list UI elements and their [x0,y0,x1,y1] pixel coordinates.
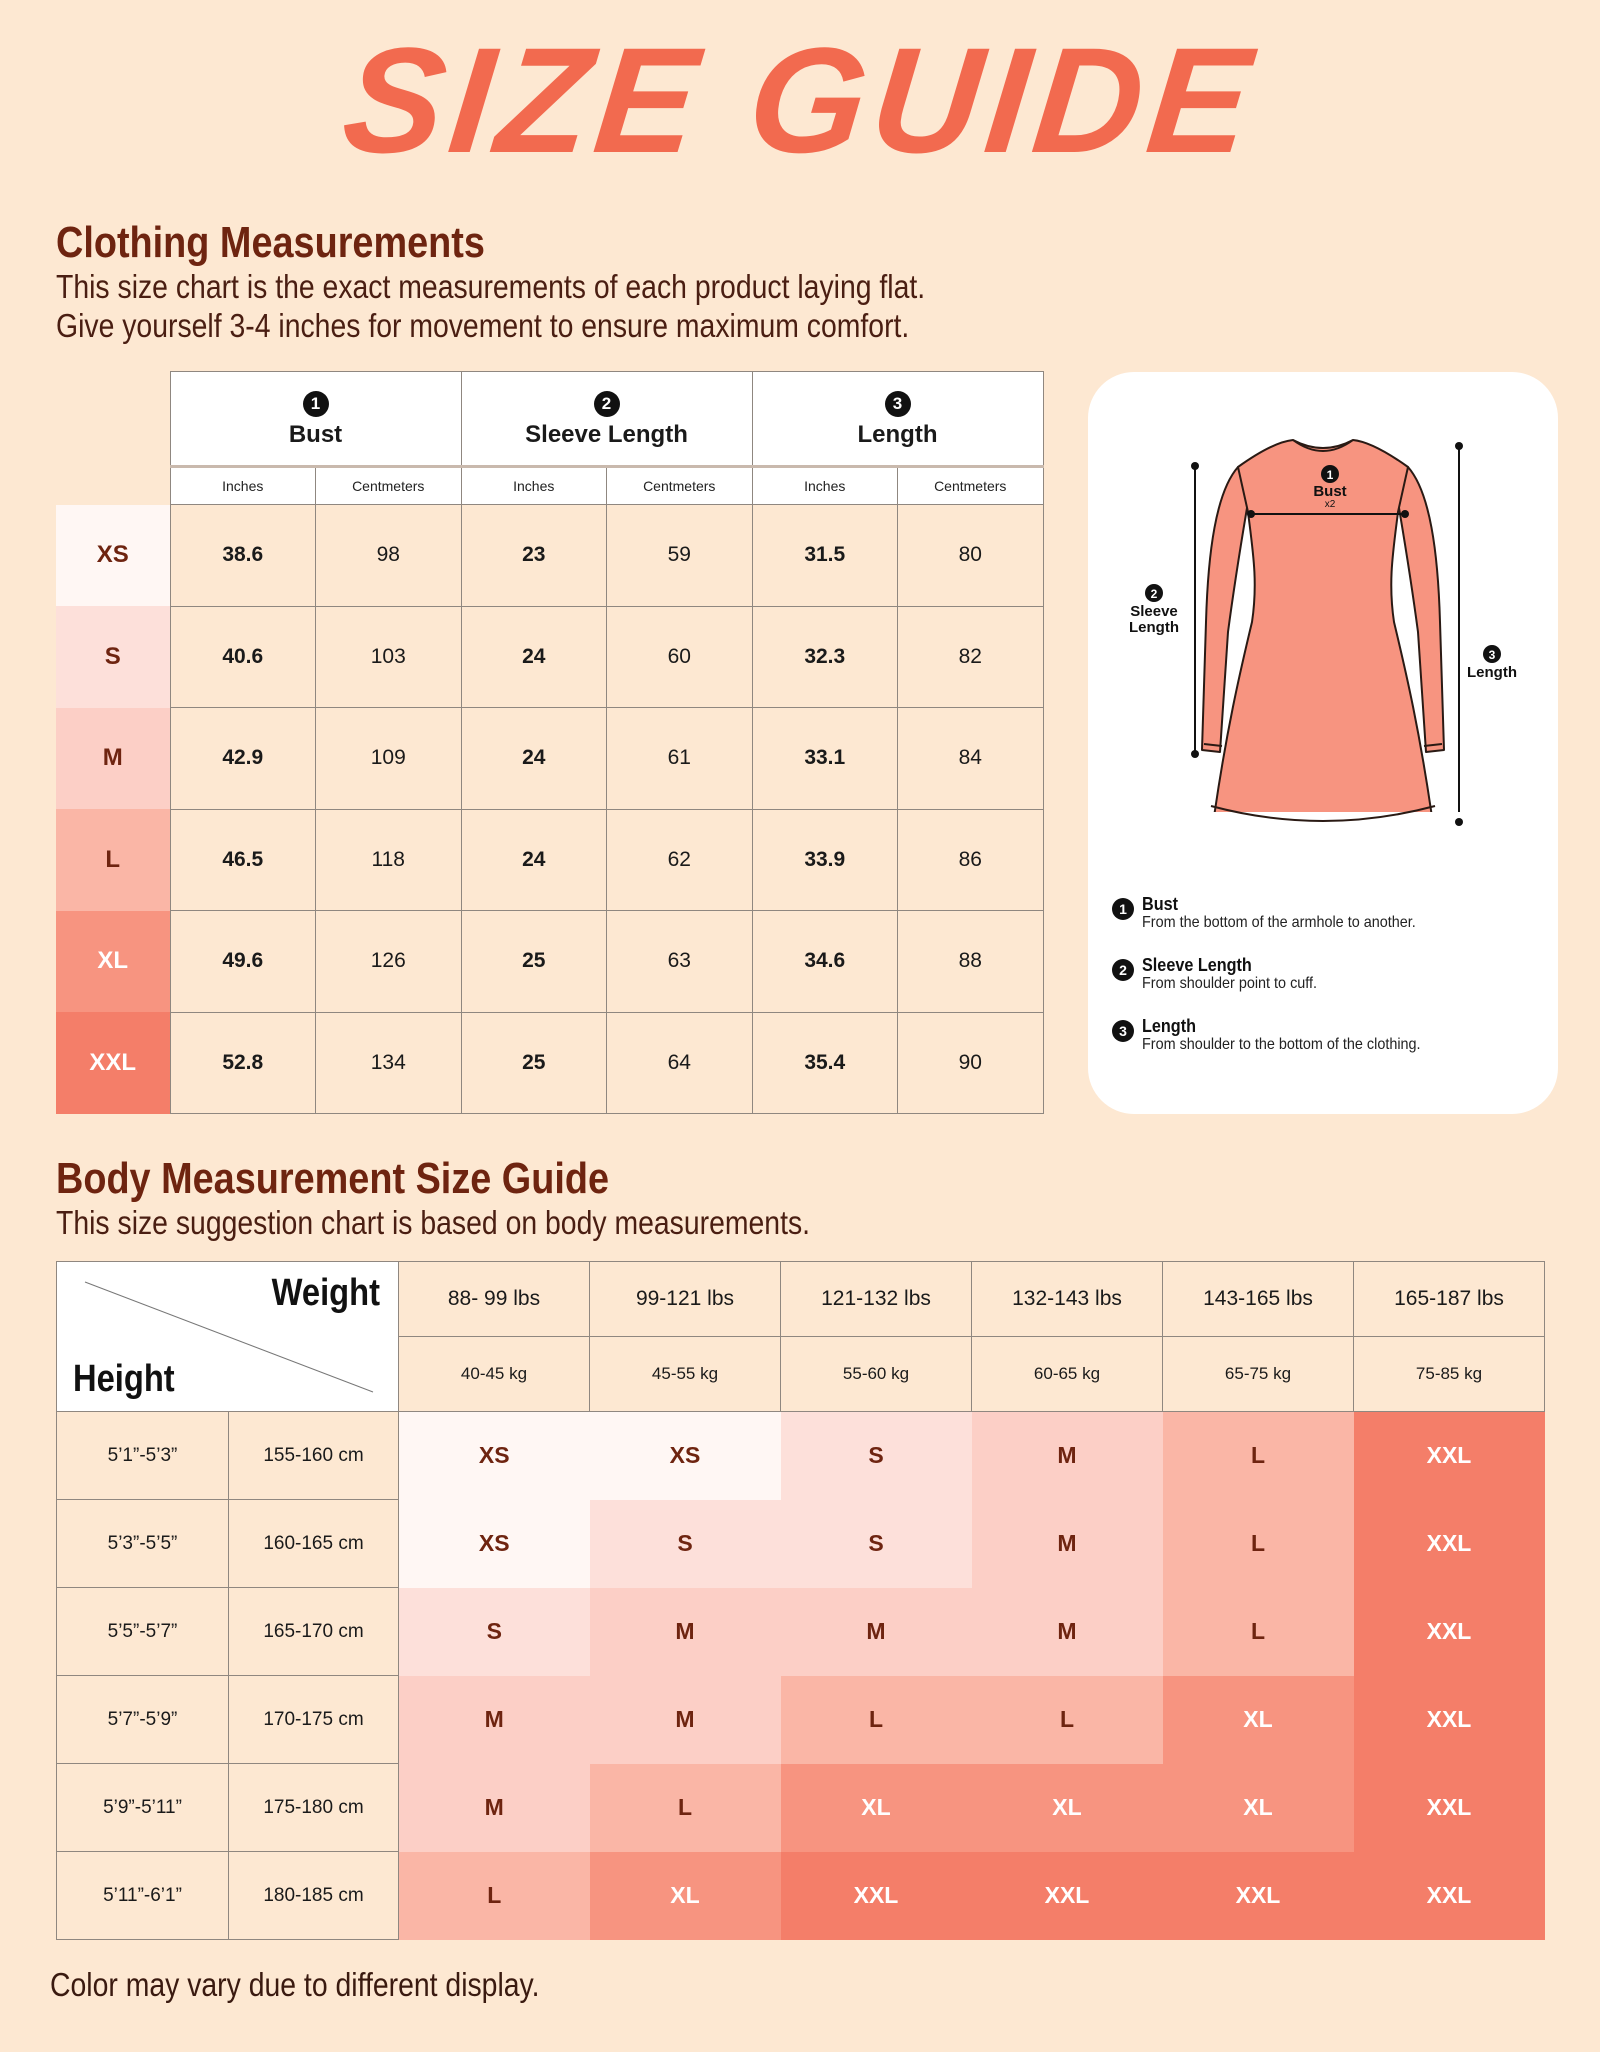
unit-cm: Centmeters [316,467,462,505]
weight-lbs-header: 121-132 lbs [781,1262,972,1337]
size-cell: L [781,1676,972,1764]
measurement-cell: 32.3 [752,606,898,708]
height-label: Height [73,1358,175,1400]
measurement-cell: 80 [898,505,1044,607]
legend-number: 2 [1112,959,1134,981]
table-row [57,1412,1545,1500]
measurement-cell: 52.8 [170,1012,316,1114]
size-cell: L [590,1764,781,1852]
measurement-cell: 134 [316,1012,462,1114]
size-cell: XL [781,1764,972,1852]
number-badge: 2 [594,391,620,417]
height-inches-cell: 5’9”-5’11” [57,1764,229,1852]
measurement-cell: 23 [461,505,607,607]
body-desc: This size suggestion chart is based on body measurements. [56,1204,811,1241]
table-row [56,809,1043,911]
measurement-cell: 33.9 [752,809,898,911]
size-label: XXL [56,1012,170,1114]
size-cell: S [781,1412,972,1500]
measurement-cell: 25 [461,911,607,1013]
size-cell: L [972,1676,1163,1764]
length-point [1455,818,1463,826]
size-cell: M [590,1676,781,1764]
size-cell: L [1163,1588,1354,1676]
bust-point [1247,510,1255,518]
size-label: XL [56,911,170,1013]
measurement-cell: 24 [461,708,607,810]
size-cell: XXL [1354,1500,1545,1588]
measurement-cell: 118 [316,809,462,911]
weight-label: Weight [271,1272,380,1314]
height-cm-cell: 180-185 cm [229,1852,399,1940]
size-cell: M [972,1588,1163,1676]
unit-inches: Inches [170,467,316,505]
length-diagram-label: Length [1467,664,1517,681]
measurement-cell: 88 [898,911,1044,1013]
body-measurement-table [56,1261,1545,1940]
size-cell: XXL [781,1852,972,1940]
header-length [752,372,1043,467]
clothing-measurements-table [56,371,1044,1114]
measurement-cell: 34.6 [752,911,898,1013]
measurement-cell: 24 [461,606,607,708]
size-label: M [56,708,170,810]
measurement-cell: 35.4 [752,1012,898,1114]
bust-point [1401,510,1409,518]
legend-title: Bust [1142,894,1178,914]
weight-kg-header: 55-60 kg [781,1337,972,1412]
table-row [56,505,1043,607]
weight-kg-header: 65-75 kg [1163,1337,1354,1412]
weight-lbs-header: 132-143 lbs [972,1262,1163,1337]
clothing-heading: Clothing Measurements [56,218,485,267]
height-inches-cell: 5’5”-5’7” [57,1588,229,1676]
header-label: Length [857,421,938,448]
legend-desc: From the bottom of the armhole to another. [1142,914,1416,931]
height-inches-cell: 5’11”-6’1” [57,1852,229,1940]
size-cell: M [972,1500,1163,1588]
unit-inches: Inches [752,467,898,505]
measurement-cell: 49.6 [170,911,316,1013]
unit-inches: Inches [461,467,607,505]
size-cell: XXL [972,1852,1163,1940]
size-cell: XL [1163,1676,1354,1764]
table-row [57,1676,1545,1764]
size-cell: XS [399,1412,590,1500]
table-corner [56,372,170,505]
measurement-cell: 46.5 [170,809,316,911]
legend-number: 3 [1112,1020,1134,1042]
weight-lbs-header: 143-165 lbs [1163,1262,1354,1337]
size-cell: M [399,1676,590,1764]
size-cell: XL [972,1764,1163,1852]
measurement-cell: 103 [316,606,462,708]
size-cell: S [399,1588,590,1676]
measurement-cell: 98 [316,505,462,607]
measurement-cell: 109 [316,708,462,810]
height-inches-cell: 5’7”-5’9” [57,1676,229,1764]
table-row [57,1852,1545,1940]
measurement-cell: 90 [898,1012,1044,1114]
table-row [56,911,1043,1013]
table-row [57,1588,1545,1676]
legend-desc: From shoulder to the bottom of the clothing. [1142,1036,1421,1053]
size-cell: XS [399,1500,590,1588]
measurement-cell: 42.9 [170,708,316,810]
size-cell: L [1163,1500,1354,1588]
measurement-cell: 62 [607,809,753,911]
weight-lbs-header: 99-121 lbs [590,1262,781,1337]
measurement-cell: 61 [607,708,753,810]
weight-lbs-header: 88- 99 lbs [399,1262,590,1337]
height-cm-cell: 165-170 cm [229,1588,399,1676]
height-inches-cell: 5’1”-5’3” [57,1412,229,1500]
size-cell: M [972,1412,1163,1500]
height-cm-cell: 175-180 cm [229,1764,399,1852]
bust-diagram-label: Bust [1313,483,1347,500]
length-number: 3 [1488,648,1496,662]
size-cell: XXL [1354,1676,1545,1764]
number-badge: 3 [885,391,911,417]
size-cell: XXL [1354,1764,1545,1852]
legend-title: Sleeve Length [1142,955,1252,975]
height-cm-cell: 160-165 cm [229,1500,399,1588]
unit-cm: Centmeters [607,467,753,505]
table-row [57,1500,1545,1588]
weight-kg-header: 45-55 kg [590,1337,781,1412]
header-label: Bust [288,421,343,448]
weight-lbs-header: 165-187 lbs [1354,1262,1545,1337]
measurement-cell: 38.6 [170,505,316,607]
body-heading: Body Measurement Size Guide [56,1154,610,1203]
hem-line [1211,806,1435,821]
measurement-cell: 40.6 [170,606,316,708]
sleeve-diagram-label-1: Sleeve [1130,603,1178,620]
measurement-cell: 82 [898,606,1044,708]
size-label: XS [56,505,170,607]
garment-diagram-card [1088,372,1558,1114]
size-cell: XXL [1163,1852,1354,1940]
measurement-cell: 31.5 [752,505,898,607]
size-cell: S [781,1500,972,1588]
size-cell: M [590,1588,781,1676]
measurement-cell: 33.1 [752,708,898,810]
measurement-cell: 64 [607,1012,753,1114]
weight-kg-header: 75-85 kg [1354,1337,1545,1412]
size-cell: XXL [1354,1412,1545,1500]
legend-title: Length [1142,1016,1196,1036]
size-cell: M [399,1764,590,1852]
footer-note: Color may vary due to different display. [50,1966,540,2003]
size-cell: XL [1163,1764,1354,1852]
table-row [56,606,1043,708]
size-cell: S [590,1500,781,1588]
measurement-cell: 60 [607,606,753,708]
height-cm-cell: 170-175 cm [229,1676,399,1764]
weight-kg-header: 40-45 kg [399,1337,590,1412]
unit-cm: Centmeters [898,467,1044,505]
size-cell: XS [590,1412,781,1500]
sleeve-diagram-label-2: Length [1129,619,1179,636]
sleeve-point [1191,462,1199,470]
header-bust [170,372,461,467]
bust-multiplier: x2 [1324,499,1336,510]
table-row [57,1764,1545,1852]
size-cell: L [1163,1412,1354,1500]
size-cell: L [399,1852,590,1940]
measurement-cell: 59 [607,505,753,607]
header-sleeve-length [461,372,752,467]
header-label: Sleeve Length [525,421,688,448]
height-cm-cell: 155-160 cm [229,1412,399,1500]
dress-hem-illustration [1088,792,1558,852]
bust-number: 1 [1326,468,1334,482]
legend-number: 1 [1112,898,1134,920]
size-label: S [56,606,170,708]
size-cell: XXL [1354,1588,1545,1676]
sleeve-number: 2 [1150,587,1158,601]
size-cell: XXL [1354,1852,1545,1940]
table-row [56,1012,1043,1114]
number-badge: 1 [303,391,329,417]
weight-height-corner [57,1262,399,1412]
weight-kg-header: 60-65 kg [972,1337,1163,1412]
clothing-desc-line2: Give yourself 3-4 inches for movement to ensure maximum comfort. [56,307,910,344]
height-inches-cell: 5’3”-5’5” [57,1500,229,1588]
page-title: SIZE GUIDE [336,16,1264,184]
size-cell: M [781,1588,972,1676]
measurement-cell: 24 [461,809,607,911]
measurement-cell: 63 [607,911,753,1013]
measurement-cell: 25 [461,1012,607,1114]
size-cell: XL [590,1852,781,1940]
legend-desc: From shoulder point to cuff. [1142,975,1318,992]
sleeve-point [1191,750,1199,758]
size-label: L [56,809,170,911]
clothing-desc-line1: This size chart is the exact measurements of each product laying flat. [56,268,926,305]
measurement-cell: 126 [316,911,462,1013]
measurement-cell: 86 [898,809,1044,911]
measurement-cell: 84 [898,708,1044,810]
dress-illustration [1088,372,1558,812]
length-point [1455,442,1463,450]
table-row [56,708,1043,810]
